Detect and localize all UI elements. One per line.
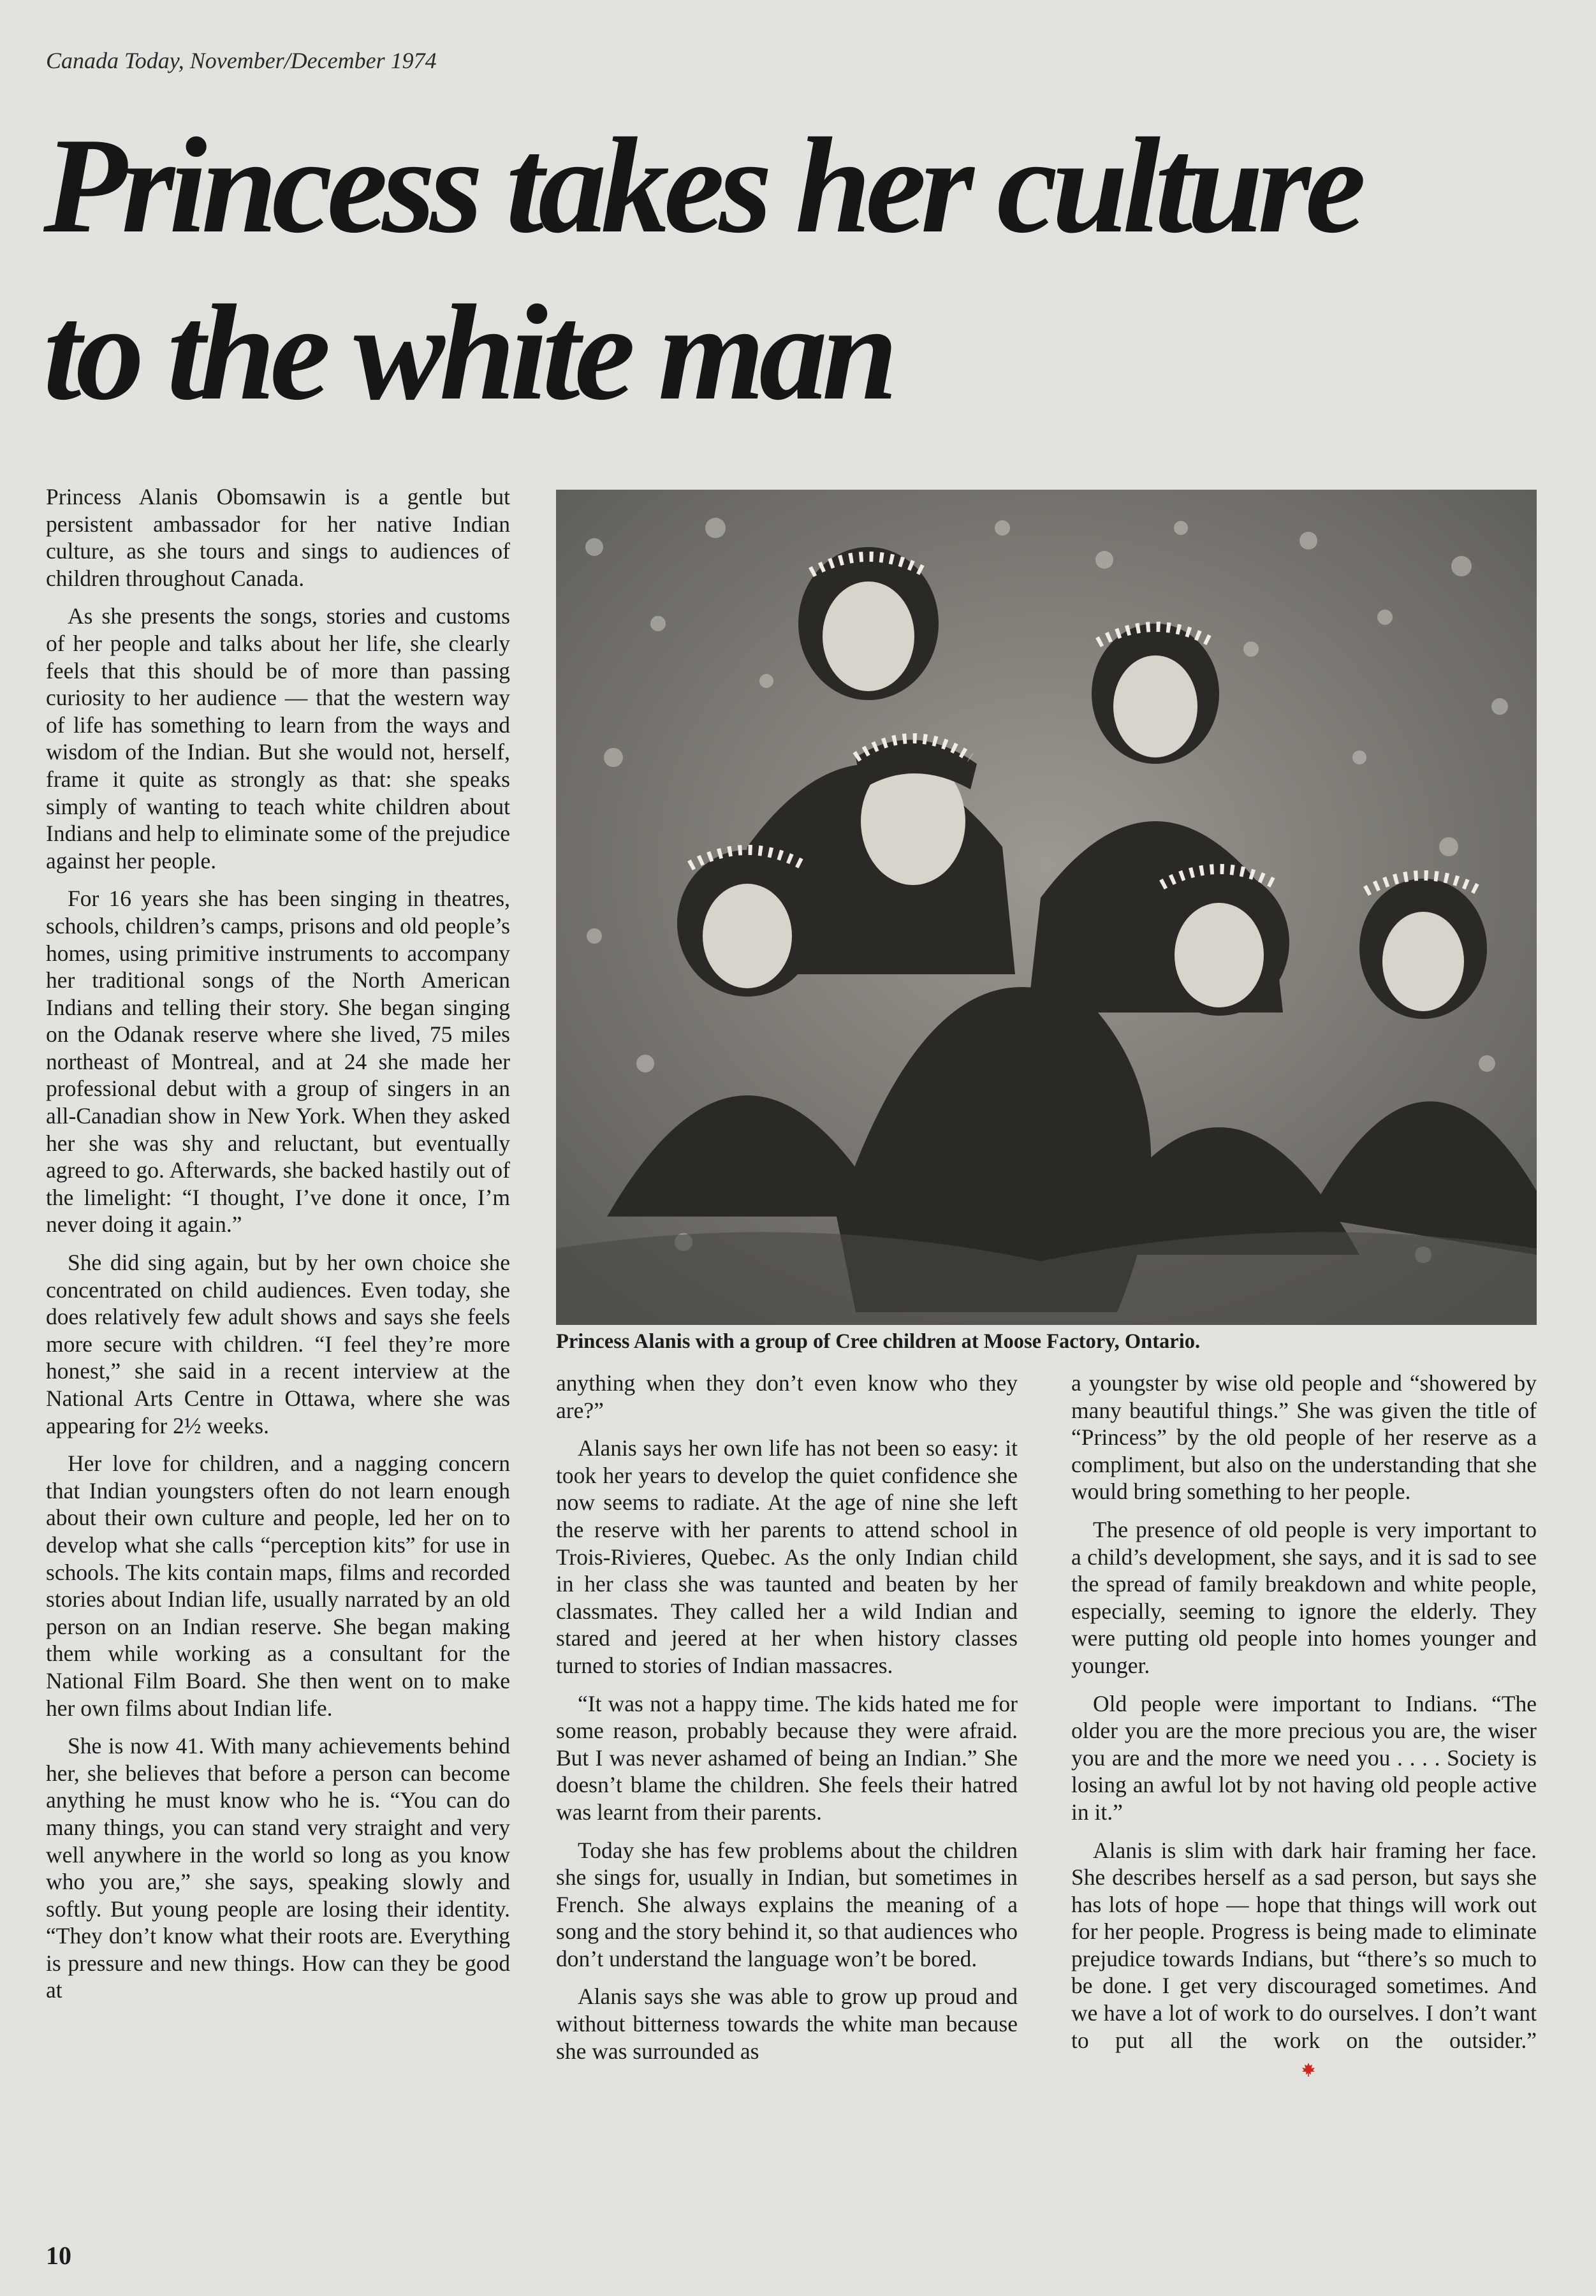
paragraph: “It was not a happy time. The kids hated me for some reason, probably because they were afraid. But I was never ashamed of being an Indian.” She doesn’t blame the children. She feels their hatred was learnt from their parents. — [556, 1690, 1018, 1825]
paragraph: The presence of old people is very important to a child’s development, she says, and it is sad to see the spread of family breakdown and white people, especially, seeming to ignore the elderly. They were putting old people into homes younger and younger. — [1071, 1516, 1537, 1678]
headline-line-1: Princess takes her culture — [43, 109, 1361, 261]
headline — [43, 102, 1510, 436]
paragraph — [1071, 1837, 1537, 2081]
photo-caption: Princess Alanis with a group of Cree children at Moose Factory, Ontario. — [556, 1330, 1201, 1353]
paragraph: Alanis says her own life has not been so easy: it took her years to develop the quiet confidence she now seems to radiate. At the age of nine she left the reserve with her parents to attend school in Trois-Rivieres, Quebec. As the only Indian child in her class she was taunted and beaten by her classmates. They called her a wild Indian and stared and jeered at her when history classes turned to stories of Indian massacres. — [556, 1435, 1018, 1678]
paragraph: As she presents the songs, stories and customs of her people and talks about her life, she clearly feels that this should be of more than passing curiosity to her audience — that the western way of life has something to learn from the ways and wisdom of the Indian. But she would not, herself, frame it quite as strongly as that: she speaks simply of wanting to teach white children about Indians and help to eliminate some of the prejudice against her people. — [46, 603, 510, 874]
paragraph: She is now 41. With many achievements behind her, she believes that before a person can become anything he must know who he is. “You can do many things, you can stand very straight and very well anywhere in the world so long as you know who you are,” she says, speaking slowly and softly. But young people are losing their identity. “They don’t know what their roots are. Everything is pressure and new things. How can they be good at — [46, 1733, 510, 2003]
article-column-1 — [46, 483, 510, 2015]
group-photo — [556, 490, 1537, 1325]
paragraph: Princess Alanis Obomsawin is a gentle but persistent ambassador for her native Indian culture, as she tours and sings to audiences of children throughout Canada. — [46, 484, 510, 591]
paragraph: anything when they don’t even know who they are?” — [556, 1370, 1018, 1423]
paragraph: Old people were important to Indians. “The older you are the more precious you are, the wiser you are and the more we need you . . . . Society is losing an awful lot by not having old people active in it.” — [1071, 1690, 1537, 1825]
article-column-2 — [556, 1370, 1018, 2075]
maple-leaf-icon — [1301, 2062, 1316, 2077]
headline-line-2: to the white man — [43, 276, 893, 428]
paragraph: She did sing again, but by her own choice she concentrated on child audiences. Even today, she does relatively few adult shows and says she feels more secure with children. “I feel they’re more honest,” she said in a recent interview at the National Arts Centre in Ottawa, where she was appearing for 2½ weeks. — [46, 1250, 510, 1438]
paragraph-text: Alanis is slim with dark hair framing her face. She describes herself as a sad person, but says she has lots of hope — hope that things will work out for her people. Progress is being made to eliminate prejudice towards Indians, but “there’s so much to be done. I get very discouraged sometimes. And we have a lot of work to do ourselves. I don’t want to put all the work on the outsider.” — [1071, 1837, 1537, 2053]
paragraph: Today she has few problems about the children she sings for, usually in Indian, but sometimes in French. She always explains the meaning of a song and the story behind it, so that audiences who don’t understand the language won’t be bored. — [556, 1837, 1018, 1971]
paragraph: a youngster by wise old people and “showered by many beautiful things.” She was given the title of “Princess” by the old people of her reserve as a compliment, but also on the understanding that she would bring something to her people. — [1071, 1370, 1537, 1505]
paragraph: Alanis says she was able to grow up proud and without bitterness towards the white man because she was surrounded as — [556, 1984, 1018, 2064]
page-number: 10 — [46, 2241, 71, 2270]
photo-illustration — [556, 490, 1537, 1325]
paragraph: For 16 years she has been singing in theatres, schools, children’s camps, prisons and old people’s homes, using primitive instruments to accompany her traditional songs of the North American Indians and telling their story. She began singing on the Odanak reserve where she lived, 75 miles northeast of Montreal, and at 24 she made her professional debut with a group of singers in an all-Canadian show in New York. When they asked her she was shy and reluctant, but eventually agreed to go. Afterwards, she backed hastily out of the limelight: “I thought, I’ve done it once, I’m never doing it again.” — [46, 886, 510, 1238]
paragraph: Her love for children, and a nagging concern that Indian youngsters often do not learn enough about their own culture and people, led her on to develop what she calls “perception kits” for use in schools. The kits contain maps, films and recorded stories about Indian life, usually narrated by an old person on an Indian reserve. She began making them while working as a consultant for the National Film Board. She then went on to make her own films about Indian life. — [46, 1451, 510, 1721]
article-column-3 — [1071, 1370, 1537, 2092]
running-head: Canada Today, November/December 1974 — [46, 48, 437, 73]
